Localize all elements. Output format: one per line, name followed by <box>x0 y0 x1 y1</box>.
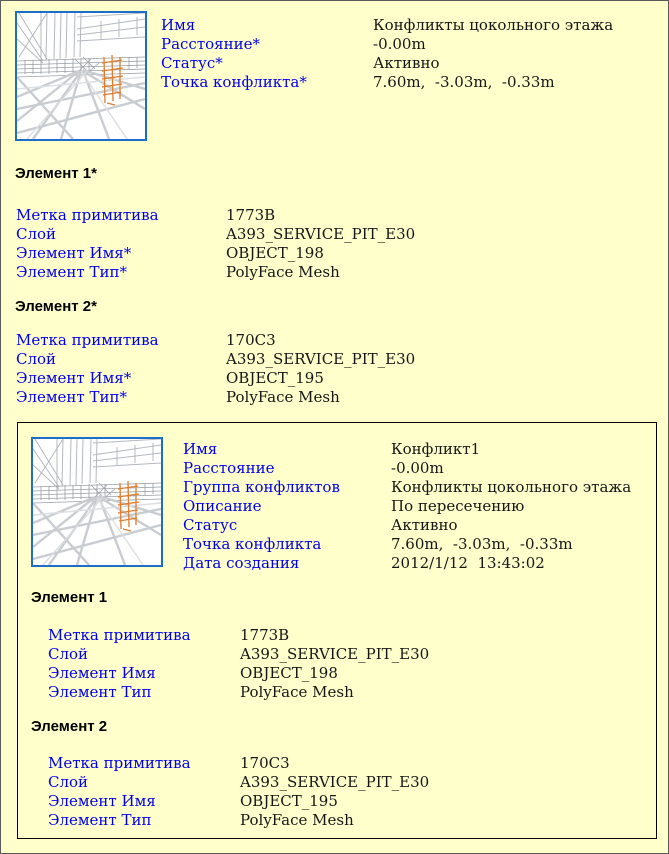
field-label: Описание <box>183 497 262 515</box>
field-value: PolyFace Mesh <box>226 263 340 281</box>
field-value: -0.00m <box>391 459 444 477</box>
field-row <box>48 683 656 702</box>
clash-3d-wireframe-thumbnail <box>15 11 147 141</box>
field-value: По пересечению <box>391 497 525 515</box>
field-label: Метка примитива <box>16 206 159 224</box>
field-value: 7.60m, -3.03m, -0.33m <box>373 73 555 91</box>
field-value: 170C3 <box>226 331 276 349</box>
clash-detail-summary <box>31 437 656 573</box>
field-label: Элемент Имя <box>48 664 156 682</box>
field-label: Имя <box>161 16 196 34</box>
field-label: Расстояние* <box>161 35 261 53</box>
element-2-heading: Элемент 2* <box>15 298 97 315</box>
field-label: Элемент Тип* <box>16 263 127 281</box>
field-value: 1773B <box>240 626 290 644</box>
field-row <box>183 516 656 535</box>
field-value: OBJECT_195 <box>240 792 338 810</box>
field-label: Элемент Имя* <box>16 244 132 262</box>
field-row <box>16 263 668 282</box>
field-row <box>16 244 668 263</box>
field-label: Метка примитива <box>48 626 191 644</box>
field-label: Метка примитива <box>16 331 159 349</box>
field-value: OBJECT_195 <box>226 369 324 387</box>
field-row <box>183 497 656 516</box>
field-label: Элемент Тип <box>48 811 152 829</box>
field-label: Слой <box>16 225 57 243</box>
field-label: Метка примитива <box>48 754 191 772</box>
field-value: PolyFace Mesh <box>240 811 354 829</box>
field-label: Слой <box>16 350 57 368</box>
field-row <box>183 554 656 573</box>
field-row <box>183 459 656 478</box>
field-row <box>48 645 656 664</box>
field-row <box>16 369 668 388</box>
field-row <box>48 811 656 830</box>
field-row <box>183 535 656 554</box>
field-value: A393_SERVICE_PIT_E30 <box>226 350 416 368</box>
element-2-heading: Элемент 2 <box>31 718 108 735</box>
field-label: Статус <box>183 516 238 534</box>
field-row <box>161 16 656 35</box>
field-row <box>48 792 656 811</box>
field-value: 1773B <box>226 206 276 224</box>
field-row <box>183 440 656 459</box>
field-row <box>48 664 656 683</box>
field-row <box>161 54 656 73</box>
field-value: Конфликты цокольного этажа <box>373 16 614 34</box>
field-value: PolyFace Mesh <box>240 683 354 701</box>
field-label: Элемент Тип <box>48 683 152 701</box>
element-1-heading: Элемент 1 <box>31 589 108 606</box>
field-row <box>16 388 668 407</box>
detail-fields <box>183 437 656 573</box>
field-value: A393_SERVICE_PIT_E30 <box>240 773 430 791</box>
field-row <box>16 225 668 244</box>
field-value: 7.60m, -3.03m, -0.33m <box>391 535 573 553</box>
field-value: 170C3 <box>240 754 290 772</box>
element-2-fields <box>16 331 668 407</box>
field-row <box>16 331 668 350</box>
field-row <box>16 206 668 225</box>
field-label: Точка конфликта* <box>161 73 307 91</box>
field-row <box>16 350 668 369</box>
field-value: Конфликты цокольного этажа <box>391 478 632 496</box>
field-value: 2012/1/12 13:43:02 <box>391 554 545 572</box>
field-value: -0.00m <box>373 35 426 53</box>
field-label: Дата создания <box>183 554 300 572</box>
element-1-fields <box>48 626 656 702</box>
field-label: Слой <box>48 645 89 663</box>
field-value: Активно <box>391 516 458 534</box>
field-value: A393_SERVICE_PIT_E30 <box>226 225 416 243</box>
clash-detail-box <box>17 422 657 839</box>
field-label: Элемент Имя <box>48 792 156 810</box>
field-label: Слой <box>48 773 89 791</box>
field-label: Группа конфликтов <box>183 478 340 496</box>
element-1-fields <box>16 206 668 282</box>
element-1-heading: Элемент 1* <box>15 165 97 182</box>
field-label: Расстояние <box>183 459 275 477</box>
field-value: Активно <box>373 54 440 72</box>
field-row <box>48 754 656 773</box>
element-2-fields <box>48 754 656 830</box>
clash-3d-wireframe-thumbnail <box>31 437 163 567</box>
field-label: Имя <box>183 440 218 458</box>
field-label: Элемент Тип* <box>16 388 127 406</box>
field-value: A393_SERVICE_PIT_E30 <box>240 645 430 663</box>
field-value: PolyFace Mesh <box>226 388 340 406</box>
wireframe-view-icon <box>17 13 145 139</box>
field-label: Элемент Имя* <box>16 369 132 387</box>
field-value: Конфликт1 <box>391 440 481 458</box>
field-label: Точка конфликта <box>183 535 322 553</box>
clash-group-summary <box>15 11 656 141</box>
field-row <box>161 73 656 92</box>
field-row <box>48 626 656 645</box>
field-label: Статус* <box>161 54 223 72</box>
field-row <box>183 478 656 497</box>
field-row <box>161 35 656 54</box>
field-value: OBJECT_198 <box>226 244 324 262</box>
field-row <box>48 773 656 792</box>
field-value: OBJECT_198 <box>240 664 338 682</box>
wireframe-view-icon <box>33 439 161 565</box>
summary-fields <box>161 11 656 92</box>
